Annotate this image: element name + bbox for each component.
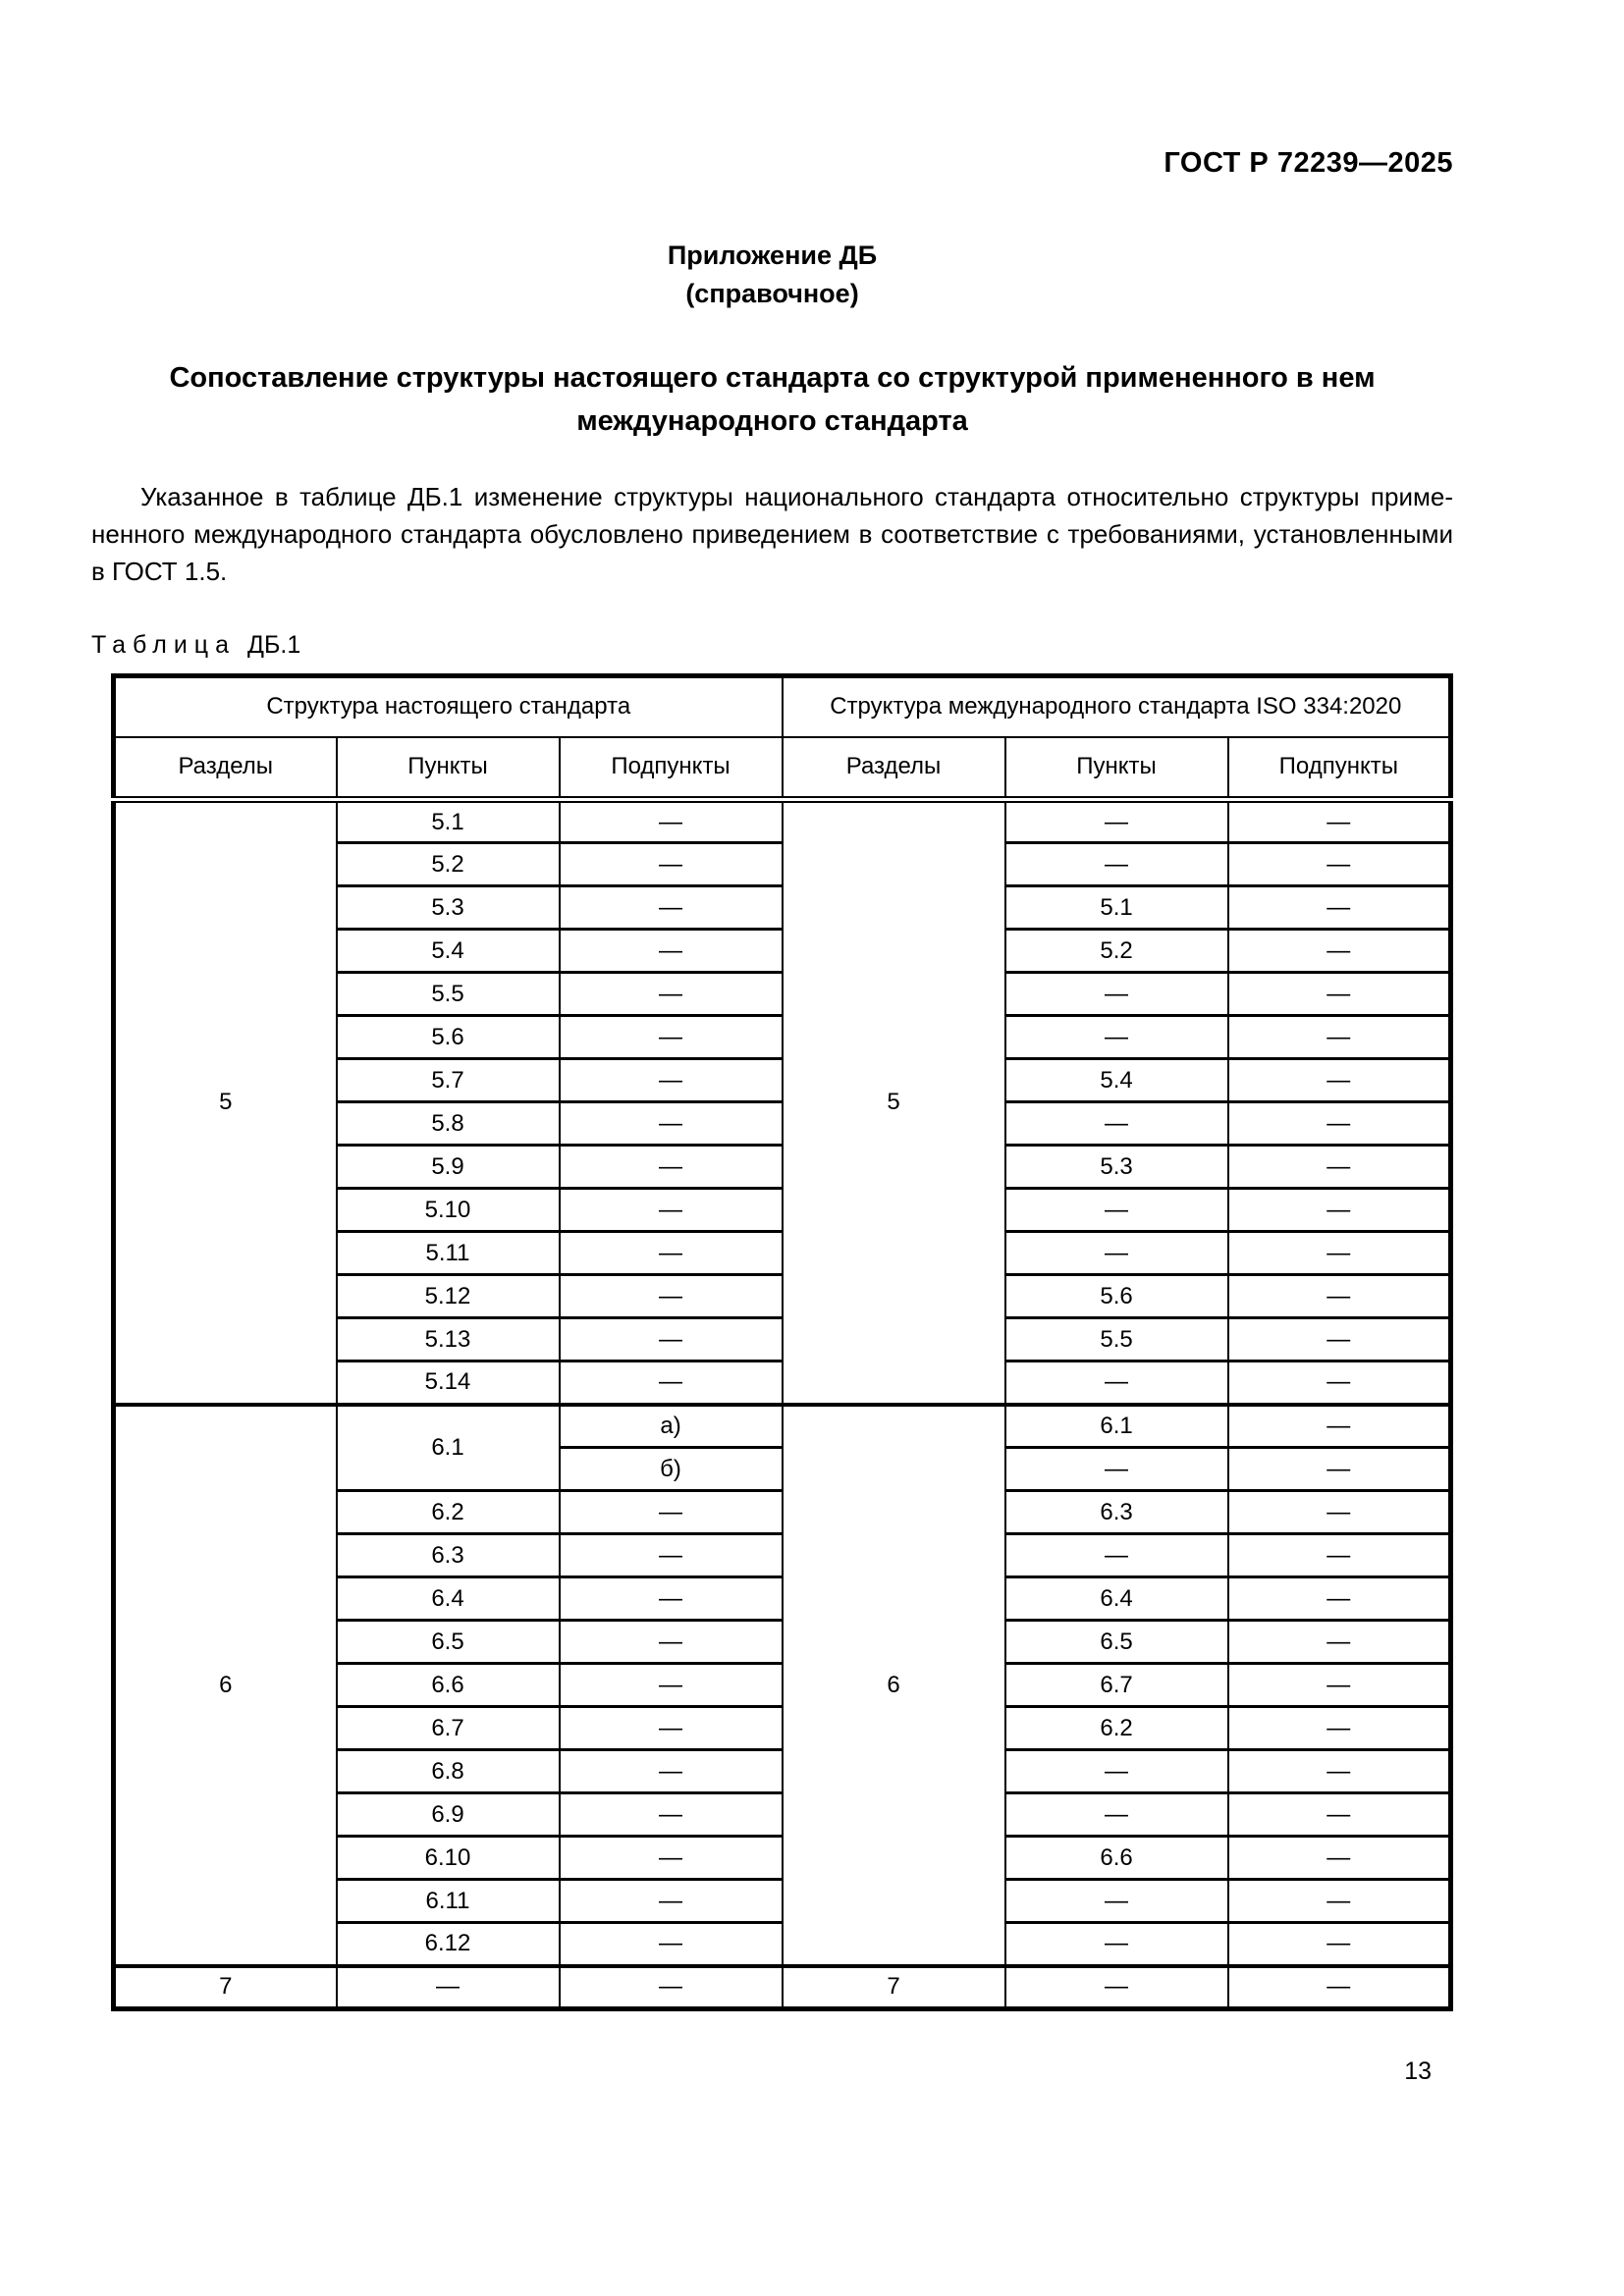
- national-subitem-cell: —: [560, 1491, 783, 1534]
- national-item-cell: 6.1: [337, 1405, 560, 1491]
- national-item-cell: 5.14: [337, 1362, 560, 1405]
- national-subitem-cell: —: [560, 1232, 783, 1275]
- international-subitem-cell: —: [1228, 843, 1451, 886]
- table-row: [114, 1966, 1451, 2009]
- national-subitem-cell: —: [560, 1189, 783, 1232]
- international-subitem-cell: —: [1228, 1880, 1451, 1923]
- international-subitem-cell: —: [1228, 1793, 1451, 1837]
- international-subitem-cell: —: [1228, 1016, 1451, 1059]
- international-item-cell: —: [1005, 1232, 1228, 1275]
- international-section-cell: 7: [783, 1966, 1005, 2009]
- international-item-cell: —: [1005, 800, 1228, 843]
- appendix-title: Приложение ДБ: [667, 240, 878, 270]
- international-subitem-cell: —: [1228, 1923, 1451, 1966]
- national-subitem-cell: —: [560, 1362, 783, 1405]
- table-caption-number: ДБ.1: [247, 631, 301, 659]
- national-item-cell: 6.11: [337, 1880, 560, 1923]
- national-subitem-cell: —: [560, 1966, 783, 2009]
- international-subitem-cell: —: [1228, 1837, 1451, 1880]
- international-item-cell: 6.4: [1005, 1577, 1228, 1621]
- national-item-cell: 5.4: [337, 930, 560, 973]
- international-item-cell: —: [1005, 1448, 1228, 1491]
- table-body: [114, 800, 1451, 2009]
- national-subitem-cell: —: [560, 1664, 783, 1707]
- group-header-national: Структура настоящего стандарта: [114, 676, 783, 737]
- table-row: [114, 800, 1451, 843]
- col-header-international-subitems: Подпункты: [1228, 737, 1451, 800]
- international-item-cell: —: [1005, 1102, 1228, 1146]
- international-item-cell: 5.3: [1005, 1146, 1228, 1189]
- international-item-cell: 6.1: [1005, 1405, 1228, 1448]
- international-subitem-cell: —: [1228, 1707, 1451, 1750]
- national-item-cell: 6.9: [337, 1793, 560, 1837]
- national-item-cell: 5.5: [337, 973, 560, 1016]
- col-header-national-sections: Разделы: [114, 737, 337, 800]
- national-item-cell: 6.3: [337, 1534, 560, 1577]
- national-subitem-cell: а): [560, 1405, 783, 1448]
- national-item-cell: 6.4: [337, 1577, 560, 1621]
- national-item-cell: 5.3: [337, 886, 560, 930]
- national-section-cell: 7: [114, 1966, 337, 2009]
- international-item-cell: —: [1005, 843, 1228, 886]
- page-content: [91, 0, 1453, 2011]
- col-header-international-sections: Разделы: [783, 737, 1005, 800]
- national-subitem-cell: —: [560, 1621, 783, 1664]
- international-item-cell: —: [1005, 1016, 1228, 1059]
- intro-paragraph: [91, 478, 1453, 590]
- international-subitem-cell: —: [1228, 1966, 1451, 2009]
- national-subitem-cell: —: [560, 1793, 783, 1837]
- appendix-type: (справочное): [685, 279, 859, 308]
- national-subitem-cell: —: [560, 973, 783, 1016]
- national-item-cell: 6.5: [337, 1621, 560, 1664]
- international-item-cell: 5.6: [1005, 1275, 1228, 1318]
- national-subitem-cell: —: [560, 1750, 783, 1793]
- international-subitem-cell: —: [1228, 1448, 1451, 1491]
- col-header-international-items: Пункты: [1005, 737, 1228, 800]
- section-title-line2: международного стандарта: [576, 405, 968, 437]
- national-subitem-cell: —: [560, 1318, 783, 1362]
- page-number: 13: [1404, 2057, 1432, 2085]
- national-item-cell: 5.10: [337, 1189, 560, 1232]
- national-item-cell: 6.12: [337, 1923, 560, 1966]
- international-subitem-cell: —: [1228, 1577, 1451, 1621]
- international-subitem-cell: —: [1228, 1059, 1451, 1102]
- national-item-cell: 6.8: [337, 1750, 560, 1793]
- national-subitem-cell: —: [560, 1707, 783, 1750]
- international-item-cell: 6.2: [1005, 1707, 1228, 1750]
- national-item-cell: 5.11: [337, 1232, 560, 1275]
- national-subitem-cell: —: [560, 1880, 783, 1923]
- national-item-cell: 5.6: [337, 1016, 560, 1059]
- international-item-cell: 6.5: [1005, 1621, 1228, 1664]
- standard-number: ГОСТ Р 72239—2025: [1164, 147, 1453, 179]
- international-subitem-cell: —: [1228, 1621, 1451, 1664]
- international-subitem-cell: —: [1228, 886, 1451, 930]
- document-header: [91, 147, 1453, 180]
- national-subitem-cell: —: [560, 1102, 783, 1146]
- national-item-cell: 6.10: [337, 1837, 560, 1880]
- national-section-cell: 6: [114, 1405, 337, 1966]
- international-subitem-cell: —: [1228, 930, 1451, 973]
- international-section-cell: 5: [783, 800, 1005, 1405]
- international-item-cell: —: [1005, 1189, 1228, 1232]
- international-item-cell: —: [1005, 973, 1228, 1016]
- national-subitem-cell: б): [560, 1448, 783, 1491]
- table-row: [114, 1405, 1451, 1448]
- paragraph-line: в ГОСТ 1.5.: [91, 557, 228, 586]
- international-item-cell: 6.3: [1005, 1491, 1228, 1534]
- paragraph-line: Указанное в таблице ДБ.1 изменение структуры национального стандарта относительно структуры приме-: [140, 482, 1453, 511]
- national-subitem-cell: —: [560, 843, 783, 886]
- national-subitem-cell: —: [560, 800, 783, 843]
- international-item-cell: —: [1005, 1966, 1228, 2009]
- national-item-cell: 5.2: [337, 843, 560, 886]
- group-header-international: Структура международного стандарта ISO 334:2020: [783, 676, 1451, 737]
- international-item-cell: —: [1005, 1923, 1228, 1966]
- group-header-row: [114, 676, 1451, 737]
- structure-comparison-table: [111, 673, 1453, 2011]
- national-item-cell: 5.8: [337, 1102, 560, 1146]
- international-subitem-cell: —: [1228, 800, 1451, 843]
- international-subitem-cell: —: [1228, 1318, 1451, 1362]
- international-subitem-cell: —: [1228, 1491, 1451, 1534]
- paragraph-line: ненного международного стандарта обусловлено приведением в соответствие с требованиями, установленными: [91, 519, 1453, 549]
- international-subitem-cell: —: [1228, 1362, 1451, 1405]
- national-subitem-cell: —: [560, 930, 783, 973]
- col-header-national-subitems: Подпункты: [560, 737, 783, 800]
- section-title-line1: Сопоставление структуры настоящего стандарта со структурой примененного в нем: [169, 362, 1376, 394]
- international-subitem-cell: —: [1228, 1146, 1451, 1189]
- international-item-cell: 6.6: [1005, 1837, 1228, 1880]
- national-item-cell: 5.9: [337, 1146, 560, 1189]
- international-item-cell: —: [1005, 1750, 1228, 1793]
- national-item-cell: 5.12: [337, 1275, 560, 1318]
- international-subitem-cell: —: [1228, 1664, 1451, 1707]
- appendix-heading: [91, 237, 1453, 313]
- national-section-cell: 5: [114, 800, 337, 1405]
- international-section-cell: 6: [783, 1405, 1005, 1966]
- national-subitem-cell: —: [560, 1146, 783, 1189]
- international-item-cell: —: [1005, 1362, 1228, 1405]
- national-subitem-cell: —: [560, 886, 783, 930]
- international-item-cell: 5.2: [1005, 930, 1228, 973]
- section-title: [91, 356, 1453, 443]
- international-item-cell: —: [1005, 1793, 1228, 1837]
- international-subitem-cell: —: [1228, 1189, 1451, 1232]
- national-subitem-cell: —: [560, 1923, 783, 1966]
- international-item-cell: 6.7: [1005, 1664, 1228, 1707]
- international-subitem-cell: —: [1228, 973, 1451, 1016]
- international-item-cell: —: [1005, 1534, 1228, 1577]
- national-item-cell: 6.7: [337, 1707, 560, 1750]
- international-item-cell: 5.4: [1005, 1059, 1228, 1102]
- col-header-national-items: Пункты: [337, 737, 560, 800]
- national-item-cell: 5.7: [337, 1059, 560, 1102]
- national-subitem-cell: —: [560, 1059, 783, 1102]
- international-item-cell: —: [1005, 1880, 1228, 1923]
- column-header-row: [114, 737, 1451, 800]
- national-subitem-cell: —: [560, 1534, 783, 1577]
- national-subitem-cell: —: [560, 1016, 783, 1059]
- table-caption: [91, 631, 1453, 660]
- national-item-cell: 6.2: [337, 1491, 560, 1534]
- international-subitem-cell: —: [1228, 1534, 1451, 1577]
- international-subitem-cell: —: [1228, 1102, 1451, 1146]
- international-subitem-cell: —: [1228, 1750, 1451, 1793]
- national-item-cell: 6.6: [337, 1664, 560, 1707]
- table-head: [114, 676, 1451, 800]
- international-subitem-cell: —: [1228, 1232, 1451, 1275]
- international-subitem-cell: —: [1228, 1275, 1451, 1318]
- international-item-cell: 5.1: [1005, 886, 1228, 930]
- table-caption-word: Таблица: [91, 631, 237, 659]
- national-item-cell: 5.1: [337, 800, 560, 843]
- national-subitem-cell: —: [560, 1275, 783, 1318]
- national-subitem-cell: —: [560, 1837, 783, 1880]
- national-item-cell: —: [337, 1966, 560, 2009]
- international-subitem-cell: —: [1228, 1405, 1451, 1448]
- national-item-cell: 5.13: [337, 1318, 560, 1362]
- national-subitem-cell: —: [560, 1577, 783, 1621]
- international-item-cell: 5.5: [1005, 1318, 1228, 1362]
